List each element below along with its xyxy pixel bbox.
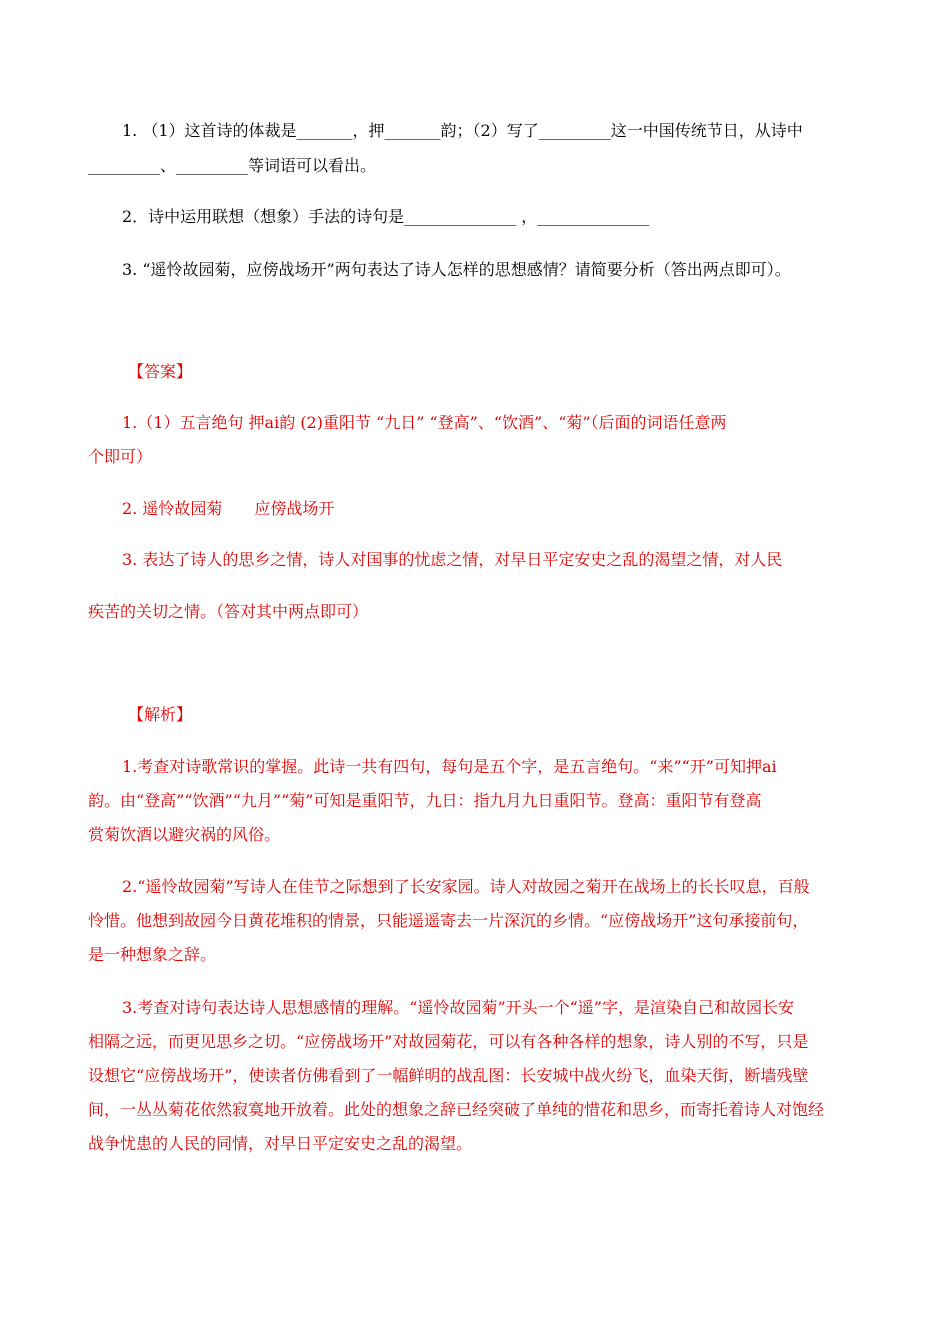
analysis-1-line-2: 韵。由“登高”“饮酒”“九月”“菊”可知是重阳节，九日：指九月九日重阳节。登高：重阳节有登高 bbox=[88, 791, 762, 810]
answer-3-line-1: 3. 表达了诗人的思乡之情，诗人对国事的忧虑之情，对早日平定安史之乱的渴望之情，对人民 bbox=[122, 550, 783, 569]
answer-2: 2. 遥怜故园菊 应傍战场开 bbox=[122, 499, 335, 518]
analysis-2-line-1: 2.“遥怜故园菊”写诗人在佳节之际想到了长安家园。诗人对故园之菊开在战场上的长长叹息，百般 bbox=[122, 877, 810, 896]
analysis-2-line-2: 怜惜。他想到故园今日黄花堆积的情景，只能遥遥寄去一片深沉的乡情。“应傍战场开”这句承接前句， bbox=[88, 911, 809, 930]
question-2: 2．诗中运用联想（想象）手法的诗句是______________ ，______________ bbox=[122, 207, 650, 226]
answer-3-line-2: 疾苦的关切之情。（答对其中两点即可） bbox=[88, 602, 369, 621]
analysis-1-line-1: 1.考查对诗歌常识的掌握。此诗一共有四句，每句是五个字，是五言绝句。“来”“开”可知押ai bbox=[122, 757, 777, 776]
analysis-3-line-1: 3.考查对诗句表达诗人思想感情的理解。“遥怜故园菊”开头一个“遥”字，是渲染自己和故园长安 bbox=[122, 998, 794, 1017]
analysis-2-line-3: 是一种想象之辞。 bbox=[88, 945, 217, 964]
question-3: 3. “遥怜故园菊，应傍战场开”两句表达了诗人怎样的思想感情？请简要分析（答出两点即可）。 bbox=[122, 260, 791, 279]
analysis-heading: 【解析】 bbox=[128, 705, 193, 724]
analysis-3-line-5: 战争忧患的人民的同情，对早日平定安史之乱的渴望。 bbox=[88, 1134, 473, 1153]
question-1-line-2: _________、_________等词语可以看出。 bbox=[88, 156, 377, 175]
answer-heading: 【答案】 bbox=[128, 362, 193, 381]
analysis-3-line-2: 相隔之远，而更见思乡之切。“应傍战场开”对故园菊花，可以有各种各样的想象，诗人别的不写，只是 bbox=[88, 1032, 809, 1051]
answer-1-line-2: 个即可） bbox=[88, 447, 153, 466]
analysis-1-line-3: 赏菊饮酒以避灾祸的风俗。 bbox=[88, 825, 281, 844]
analysis-3-line-3: 设想它“应傍战场开”，使读者仿佛看到了一幅鲜明的战乱图：长安城中战火纷飞，血染天街，断墙残壁 bbox=[88, 1066, 809, 1085]
answer-1-line-1: 1.（1）五言绝句 押ai韵 (2)重阳节 “九日” “登高”、“饮酒”、“菊”（后面的词语任意两 bbox=[122, 413, 727, 432]
question-1-line-1: 1. （1）这首诗的体裁是_______，押_______韵；（2）写了_________这一中国传统节日，从诗中 bbox=[122, 121, 803, 140]
analysis-3-line-4: 间，一丛丛菊花依然寂寞地开放着。此处的想象之辞已经突破了单纯的惜花和思乡，而寄托着诗人对饱经 bbox=[88, 1100, 825, 1119]
